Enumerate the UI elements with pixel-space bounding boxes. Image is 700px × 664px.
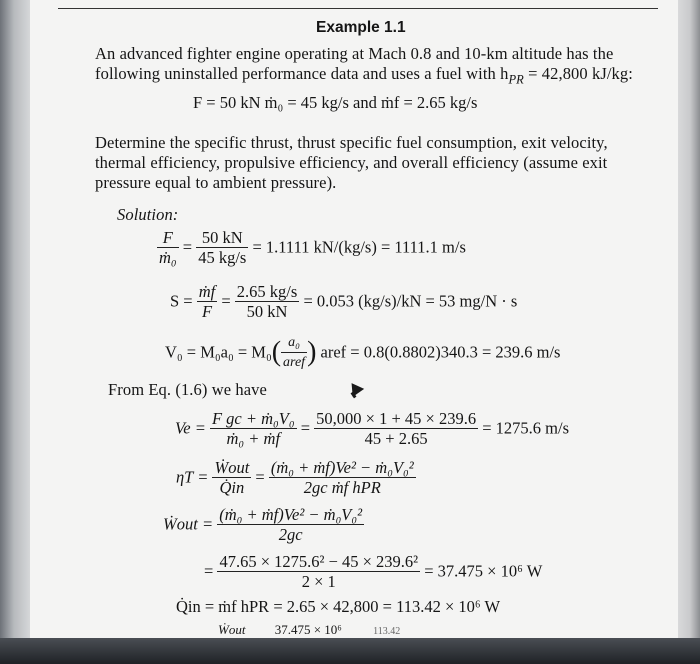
eq6-frac: [217, 505, 364, 544]
eq5-num1: Ẇout: [214, 458, 250, 477]
eq6-den: 2gc: [278, 525, 303, 544]
eq1-lhs-num: F: [157, 228, 179, 248]
eq1-mid-num: 50 kN: [196, 228, 248, 248]
eq4-num2: 50,000 × 1 + 45 × 239.6: [316, 409, 477, 428]
specific-thrust-equation: $\frac{F}{\text{ṁ₀}}$ = $\frac{50 kN}{45 kg/s}$ = 1.1111 kN/(kg/s) = 1111.1 m/s: [159, 228, 466, 267]
heat-input-equation: Q̇in = ṁf hPR = 2.65 × 42,800 = 113.42 × 10⁶ W: [176, 597, 501, 616]
eq4-den2: 45 + 2.65: [364, 429, 428, 448]
eq4-lhs: Ve =: [175, 418, 206, 438]
eq7-den: 2 × 1: [301, 572, 336, 591]
eq5-equals: =: [255, 467, 265, 487]
eq9-num: Ẇout: [218, 622, 246, 637]
f-over-m0: [157, 228, 179, 267]
eq5-den2: 2gc ṁf hPR: [303, 478, 381, 497]
solution-heading: Solution:: [117, 205, 179, 224]
eq5-frac2: [269, 458, 416, 497]
eq5-den1: Q̇in: [219, 478, 245, 497]
eq2-fraction: [235, 282, 300, 321]
eq2-result: = 0.053 (kg/s)/kN = 53 mg/N · s: [303, 291, 518, 311]
task-line-1: Determine the specific thrust, thrust specific fuel consumption, exit velocity,: [95, 133, 608, 152]
eq7-result: = 37.475 × 10⁶ W: [424, 561, 543, 581]
example-title: Example 1.1: [316, 19, 406, 36]
eq5-lhs: ηT =: [176, 467, 209, 487]
eq6-lhs: Ẇout =: [163, 514, 214, 534]
work-output-numeric: [204, 552, 542, 591]
from-eq-text: From Eq. (1.6) we have: [108, 380, 267, 399]
intro-line-2-end: = 42,800 kJ/kg:: [523, 64, 633, 83]
eq1-result: = 1.1111 kN/(kg/s) = 1111.1 m/s: [252, 237, 466, 257]
intro-line-2-text: following uninstalled performance data and uses a fuel with h: [95, 64, 509, 83]
eq4-num1: F gc + ṁ₀V₀: [211, 409, 295, 428]
mf-over-f: [197, 282, 218, 321]
top-rule: [58, 8, 658, 9]
thermal-efficiency-equation: [176, 458, 416, 497]
eq3-left: V₀ = M₀a₀ = M₀: [165, 342, 272, 362]
eq7-num: 47.65 × 1275.6² − 45 × 239.6²: [219, 552, 419, 571]
tsfc-equation: S = $\frac{\text{ṁf}}{F}$ = $\frac{2.65 kg/s}{50 kN}$ = 0.053 (kg/s)/kN = 53 mg/N · s: [170, 282, 518, 321]
eq3-paren-den: aref: [283, 355, 306, 370]
eq4-den1: ṁ₀ + ṁf: [226, 429, 281, 448]
eq3-right: aref = 0.8(0.8802)340.3 = 239.6 m/s: [320, 342, 561, 362]
work-output-equation: [163, 505, 364, 544]
intro-line-2: [95, 64, 633, 89]
eq4-result: = 1275.6 m/s: [482, 418, 569, 438]
exit-velocity-equation: [175, 409, 569, 448]
eq2-lhs: S =: [170, 291, 193, 311]
eq2-lhs-den: F: [201, 302, 213, 321]
eq2-mid-den: 50 kN: [246, 302, 288, 321]
eq4-frac2: [314, 409, 478, 448]
eq6-num: (ṁ₀ + ṁf)Ve² − ṁ₀V₀²: [219, 505, 363, 524]
eq1-fraction: [196, 228, 248, 267]
hpr-subscript: PR: [508, 72, 524, 87]
eq7-equals: =: [204, 561, 214, 581]
eq1-mid-den: 45 kg/s: [198, 248, 247, 267]
eq9-num2: 37.475 × 10⁶: [274, 622, 342, 637]
eq3-paren-num: a₀: [281, 333, 307, 353]
eq1-lhs-den: ṁ₀: [159, 248, 177, 267]
eq2-mid-num: 2.65 kg/s: [236, 282, 298, 301]
task-line-3: pressure equal to ambient pressure).: [95, 173, 337, 192]
efficiency-partial-row: [218, 622, 400, 638]
intro-line-1: An advanced fighter engine operating at Mach 0.8 and 10-km altitude has the: [95, 44, 614, 63]
eq4-equals: =: [300, 418, 311, 438]
a0-over-aref: [281, 333, 307, 372]
eq9-cut: 113.42: [373, 626, 401, 637]
eq7-frac: [217, 552, 420, 591]
task-line-2: thermal efficiency, propulsive efficiency, and overall efficiency (assume exit: [95, 153, 608, 172]
given-data: F = 50 kN ṁ₀ = 45 kg/s and ṁf = 2.65 kg/s: [193, 93, 478, 112]
eq2-lhs-num: ṁf: [198, 282, 216, 301]
eq5-num2: (ṁ₀ + ṁf)Ve² − ṁ₀V₀²: [270, 458, 414, 477]
eq5-frac1: [212, 458, 251, 497]
flight-velocity-equation: V₀ = M₀a₀ = M₀( $\frac{\text{a₀}}{\text{aref}}$ ) aref = 0.8(0.8802)340.3 = 239.6 m/s: [165, 335, 561, 370]
bottom-shadow: [0, 638, 700, 664]
eq4-frac1: [210, 409, 297, 448]
